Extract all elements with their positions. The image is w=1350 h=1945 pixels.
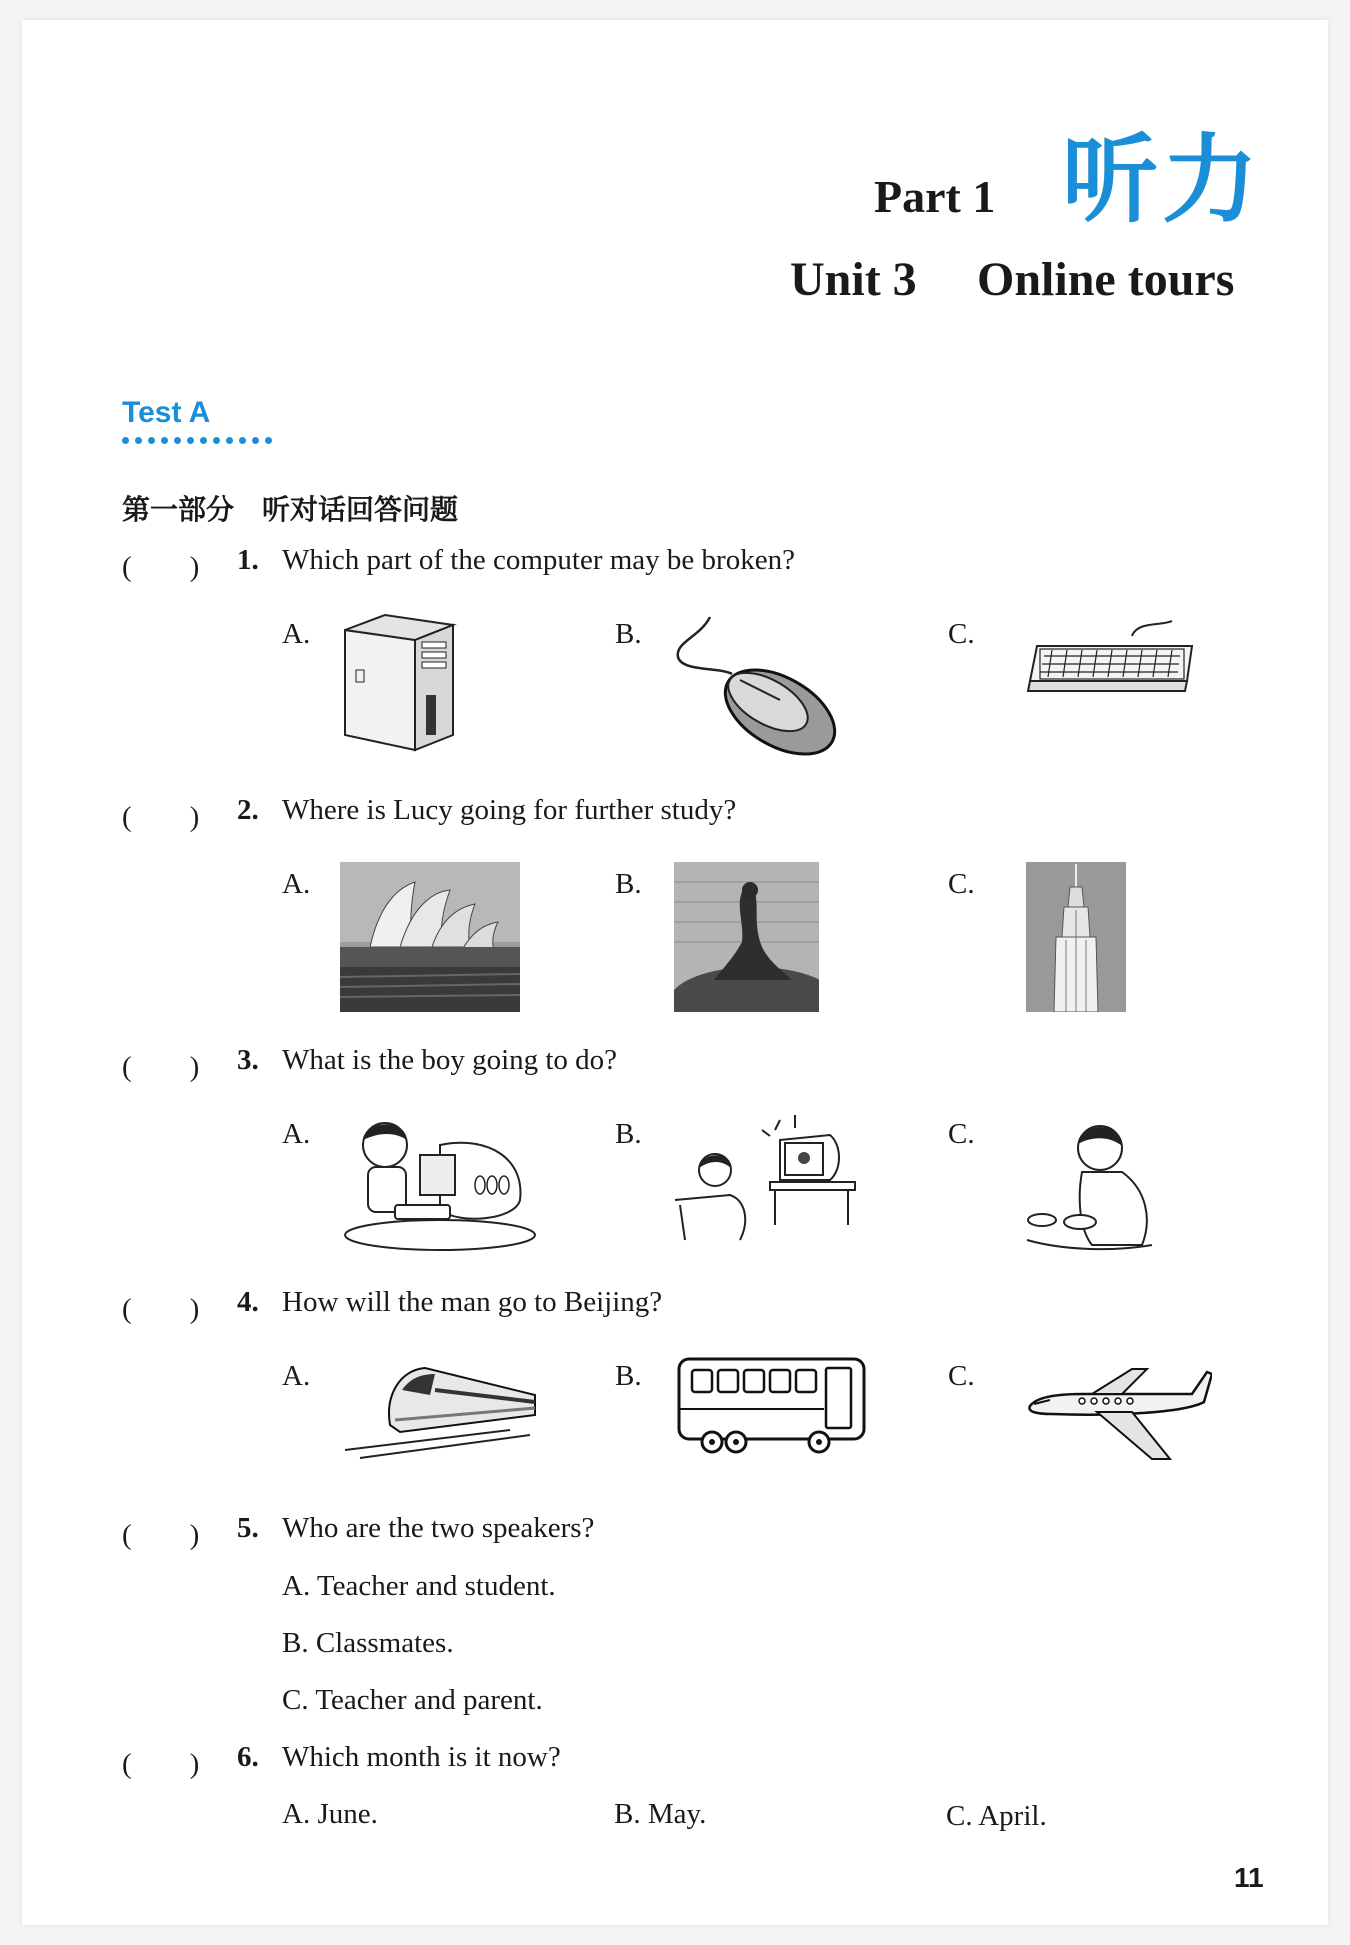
option-b[interactable]: B. Classmates.	[282, 1627, 454, 1659]
skyscraper-photo-icon[interactable]	[1026, 862, 1126, 1012]
keyboard-icon[interactable]	[1022, 616, 1202, 706]
option-label: B.	[615, 618, 642, 650]
option-label: B.	[615, 1118, 642, 1150]
boy-using-computer-icon[interactable]	[340, 1110, 540, 1255]
dotted-underline	[122, 437, 272, 444]
answer-blank[interactable]: ( )	[122, 1519, 200, 1551]
question-text: Which part of the computer may be broken?	[282, 544, 795, 576]
option-label: A.	[282, 1118, 311, 1150]
question-text: How will the man go to Beijing?	[282, 1286, 663, 1318]
mouse-icon[interactable]	[670, 612, 840, 762]
option-label: B.	[615, 1360, 642, 1392]
option-a[interactable]: A. June.	[282, 1798, 378, 1830]
mermaid-statue-photo-icon[interactable]	[674, 862, 819, 1012]
option-label: A.	[282, 1360, 311, 1392]
opera-house-photo-icon[interactable]	[340, 862, 520, 1012]
question-number: 5.	[237, 1512, 259, 1544]
option-label: C.	[948, 868, 975, 900]
question-number: 3.	[237, 1044, 259, 1076]
computer-tower-icon[interactable]	[340, 610, 458, 755]
question-text: Where is Lucy going for further study?	[282, 794, 737, 826]
option-label: B.	[615, 868, 642, 900]
question-text: What is the boy going to do?	[282, 1044, 618, 1076]
answer-blank[interactable]: ( )	[122, 801, 200, 833]
bus-icon[interactable]	[674, 1354, 874, 1464]
answer-blank[interactable]: ( )	[122, 551, 200, 583]
question-number: 1.	[237, 544, 259, 576]
option-label: A.	[282, 868, 311, 900]
question-number: 6.	[237, 1741, 259, 1773]
boy-watching-tv-icon[interactable]	[670, 1110, 860, 1255]
answer-blank[interactable]: ( )	[122, 1293, 200, 1325]
option-a[interactable]: A. Teacher and student.	[282, 1570, 556, 1602]
unit-number: Unit 3	[790, 253, 917, 306]
option-label: A.	[282, 618, 311, 650]
question-number: 2.	[237, 794, 259, 826]
option-c[interactable]: C. Teacher and parent.	[282, 1684, 543, 1716]
section-title: 第一部分 听对话回答问题	[122, 493, 459, 526]
option-label: C.	[948, 1118, 975, 1150]
workbook-page	[22, 20, 1328, 1925]
question-text: Which month is it now?	[282, 1741, 561, 1773]
answer-blank[interactable]: ( )	[122, 1051, 200, 1083]
test-label: Test A	[122, 396, 211, 429]
unit-title: Online tours	[977, 253, 1235, 306]
question-number: 4.	[237, 1286, 259, 1318]
page-number: 11	[1234, 1862, 1264, 1893]
option-label: C.	[948, 618, 975, 650]
train-icon[interactable]	[340, 1350, 540, 1460]
question-text: Who are the two speakers?	[282, 1512, 595, 1544]
part-label: Part 1	[874, 171, 996, 222]
boy-eating-icon[interactable]	[1022, 1110, 1172, 1260]
option-c[interactable]: C. April.	[946, 1800, 1047, 1832]
option-label: C.	[948, 1360, 975, 1392]
part-title-chinese: 听力	[1062, 124, 1262, 236]
answer-blank[interactable]: ( )	[122, 1748, 200, 1780]
option-b[interactable]: B. May.	[614, 1798, 707, 1830]
airplane-icon[interactable]	[1022, 1354, 1212, 1464]
